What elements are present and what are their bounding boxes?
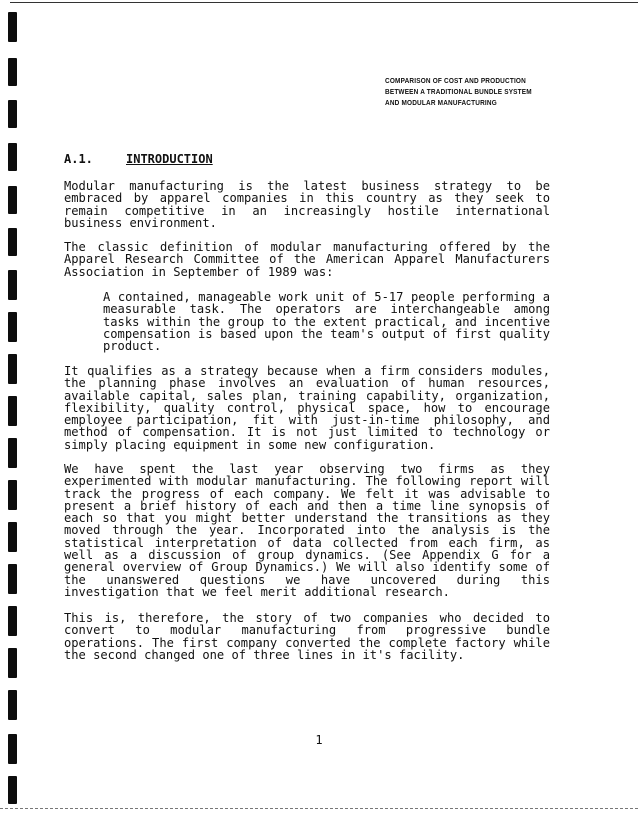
bottom-scan-rule — [0, 808, 638, 809]
binder-hole — [8, 228, 17, 256]
binder-hole — [8, 58, 17, 86]
section-title: INTRODUCTION — [126, 152, 213, 166]
binder-hole — [8, 564, 17, 594]
top-scan-rule — [10, 2, 638, 3]
running-header — [385, 76, 532, 109]
binder-hole — [8, 270, 17, 300]
binder-hole — [8, 648, 17, 678]
binder-hole — [8, 396, 17, 426]
running-header-line: AND MODULAR MANUFACTURING — [385, 100, 497, 107]
running-header-line: BETWEEN A TRADITIONAL BUNDLE SYSTEM — [385, 89, 532, 96]
section-heading — [64, 152, 213, 166]
paragraph-intro: Modular manufacturing is the latest business strategy to be embraced by apparel companies in this country as they seek to remain competitive in an increasingly hostile international business environment. — [64, 179, 550, 230]
binder-hole — [8, 312, 17, 342]
binder-hole — [8, 12, 17, 42]
binder-hole — [8, 776, 17, 804]
section-number: A.1. — [64, 152, 93, 166]
binder-hole — [8, 690, 17, 720]
paragraph-observation: We have spent the last year observing two firms as they experimented with modular manufacturing. The following report will track the progress of each company. We felt it was advisable to present a brief history of each and then a time line synopsis of each so that you might better understand the transitions as they moved through the year. Incorporated into the analysis is the statistical interpretation of data collected from each firm, as well as a discussion of group dynamics. (See Appendix G for a general overview of Group Dynamics.) We will also identify some of the unanswered questions we have uncovered during this investigation that we feel merit additional research. — [64, 462, 550, 599]
definition-quote: A contained, manageable work unit of 5-17 people performing a measurable task. The operators are interchangeable among tasks within the group to the extent practical, and incentive compensation is based upon the team's output of first quality product. — [103, 290, 550, 354]
paragraph-strategy: It qualifies as a strategy because when a firm considers modules, the planning phase involves an evaluation of human resources, available capital, sales plan, training capability, organization, flexibility, quality control, physical space, how to encourage employee participation, fit with just-in-time philosophy, and method of compensation. It is not just limited to technology or simply placing equipment in some new configuration. — [64, 364, 550, 452]
binder-hole — [8, 438, 17, 468]
page-number: 1 — [315, 733, 323, 747]
paragraph-definition-lead: The classic definition of modular manufacturing offered by the Apparel Research Committee of the American Apparel Manufacturers Association in September of 1989 was: — [64, 240, 550, 279]
paragraph-conclusion: This is, therefore, the story of two companies who decided to convert to modular manufacturing from progressive bundle operations. The first company converted the complete factory while the second changed one of three lines in it's facility. — [64, 611, 550, 662]
binder-hole — [8, 480, 17, 510]
binder-hole — [8, 354, 17, 384]
binder-hole — [8, 143, 17, 171]
binder-hole — [8, 100, 17, 128]
binder-hole — [8, 606, 17, 636]
running-header-line: COMPARISON OF COST AND PRODUCTION — [385, 78, 526, 85]
binder-hole — [8, 522, 17, 552]
binder-hole — [8, 186, 17, 214]
